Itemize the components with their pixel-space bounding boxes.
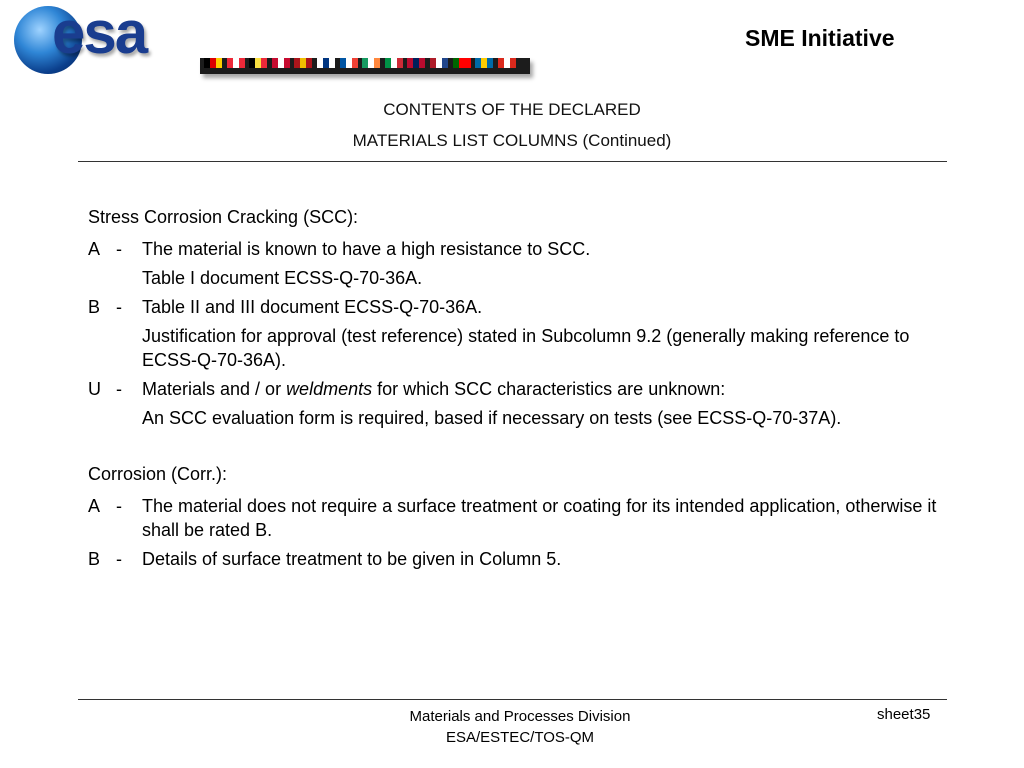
item-letter: B — [88, 549, 101, 569]
item-dash: - — [116, 297, 122, 317]
footer-division: Materials and Processes Division — [409, 708, 631, 725]
germany-flag — [204, 58, 222, 68]
item-text-before: Materials and / or — [142, 379, 287, 399]
esa-logo — [10, 0, 540, 86]
list-item — [88, 295, 938, 319]
item-text — [142, 377, 938, 401]
slide-body — [88, 205, 938, 576]
item-dash: - — [116, 549, 122, 569]
list-item — [88, 237, 938, 261]
france-flag — [340, 58, 358, 68]
item-dash: - — [116, 239, 122, 259]
item-letter: U — [88, 379, 101, 399]
initiative-title: SME Initiative — [745, 25, 895, 51]
austria-flag — [227, 58, 245, 68]
item-continuation: Table I document ECSS-Q-70-36A. — [142, 268, 423, 288]
item-letter: A — [88, 496, 101, 516]
item-dash: - — [116, 379, 122, 399]
scc-section-title: Stress Corrosion Cracking (SCC): — [88, 207, 359, 227]
list-item — [88, 377, 938, 401]
slide-subtitle-line1: CONTENTS OF THE DECLARED — [383, 100, 641, 119]
list-item — [88, 494, 938, 542]
esa-wordmark: esa — [52, 0, 147, 66]
corrosion-section-title: Corrosion (Corr.): — [88, 464, 228, 484]
footer-org-code: ESA/ESTEC/TOS-QM — [445, 729, 595, 746]
norway-flag — [407, 58, 425, 68]
finland-flag — [317, 58, 335, 68]
portugal-flag — [453, 58, 471, 68]
denmark-flag — [272, 58, 290, 68]
item-text-italic: weldments — [286, 379, 373, 399]
spain-flag — [294, 58, 312, 68]
ireland-flag — [362, 58, 380, 68]
item-continuation: An SCC evaluation form is required, based if necessary on tests (see ECSS-Q-70-37A). — [142, 408, 842, 428]
item-text-after: for which SCC characteristics are unknown: — [372, 379, 726, 399]
sweden-flag — [475, 58, 493, 68]
footer-divider — [78, 699, 947, 700]
belgium-flag — [249, 58, 267, 68]
item-letter: B — [88, 297, 101, 317]
header-divider — [78, 161, 947, 162]
slide-subtitle-line2: MATERIALS LIST COLUMNS (Continued) — [352, 131, 672, 150]
item-dash: - — [116, 496, 122, 516]
item-letter: A — [88, 239, 101, 259]
switzerland-flag — [498, 58, 516, 68]
item-text: Details of surface treatment to be given in Column 5. — [142, 549, 562, 569]
item-continuation: Justification for approval (test reference) stated in Subcolumn 9.2 (generally making reference to ECSS-Q-70-36A). — [142, 326, 910, 370]
item-text: The material does not require a surface treatment or coating for its intended application, otherwise it shall be rated B. — [142, 496, 937, 540]
sheet-number: sheet35 — [877, 706, 931, 723]
italy-flag — [385, 58, 403, 68]
list-item — [88, 547, 938, 571]
item-text: Table II and III document ECSS-Q-70-36A. — [142, 297, 483, 317]
footer-org — [370, 706, 670, 748]
item-text: The material is known to have a high resistance to SCC. — [142, 239, 591, 259]
netherlands-flag — [430, 58, 448, 68]
